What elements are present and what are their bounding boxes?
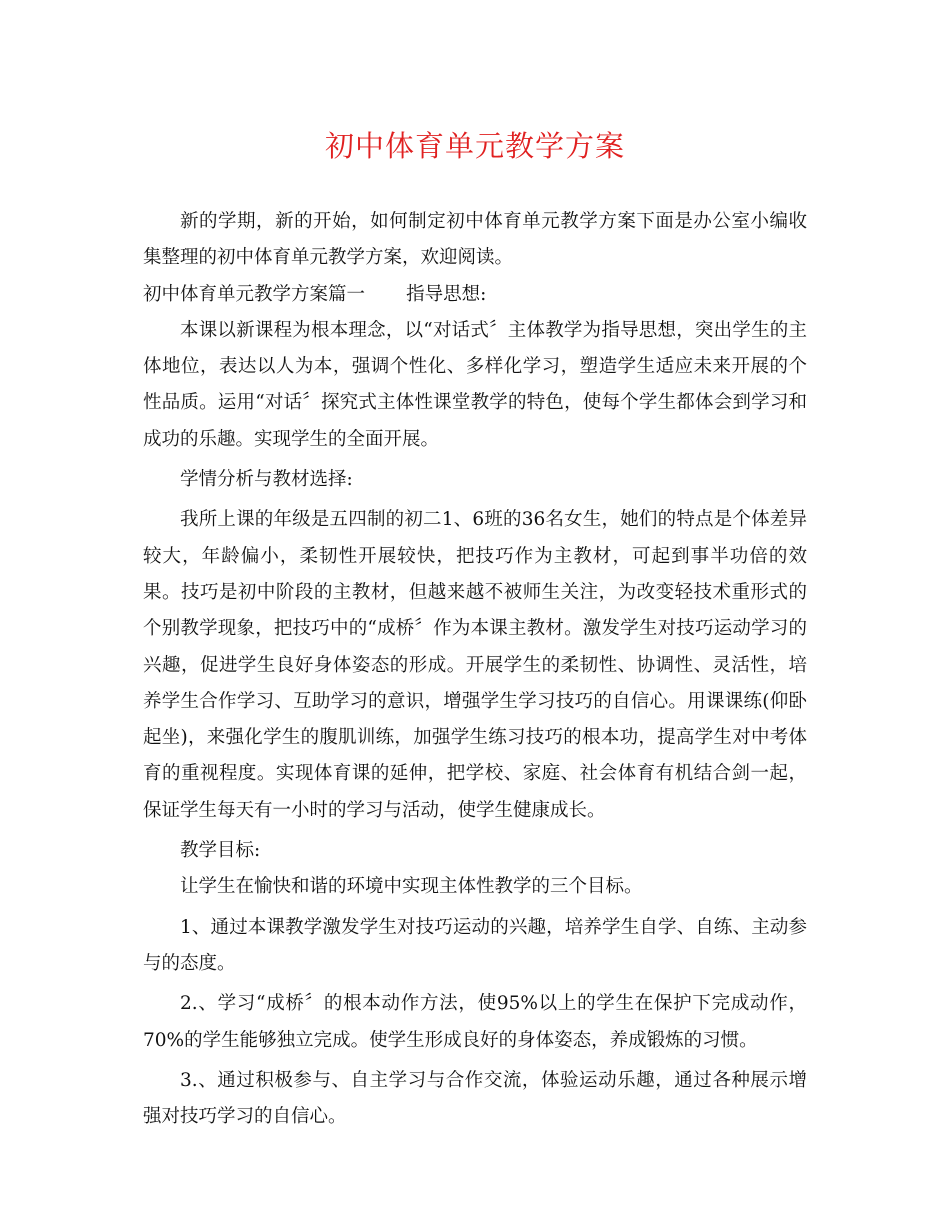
section-heading-analysis: 学情分析与教材选择: bbox=[180, 469, 353, 491]
document-title: 初中体育单元教学方案 bbox=[324, 129, 625, 163]
intro-paragraph: 新的学期，新的开始，如何制定初中体育单元教学方案下面是办公室小编收集整理的初中体育单元教学方案，欢迎阅读。 bbox=[143, 211, 807, 269]
goal-item-3: 3.、通过积极参与、自主学习与合作交流，体验运动乐趣，通过各种展示增强对技巧学习的自信心。 bbox=[143, 1069, 807, 1128]
section-heading-guiding-thought: 初中体育单元教学方案篇一 指导思想: bbox=[143, 283, 487, 305]
document-body bbox=[143, 204, 807, 1135]
section-heading-goals: 教学目标: bbox=[180, 840, 261, 862]
analysis-paragraph: 我所上课的年级是五四制的初二1、6班的36名女生，她们的特点是个体差异较大，年龄偏小，柔韧性开展较快，把技巧作为主教材，可起到事半功倍的效果。技巧是初中阶段的主教材，但越来越不被师生关注，为改变轻技术重形式的个别教学现象，把技巧中的“成桥〞作为本课主教材。激发学生对技巧运动学习的兴趣，促进学生良好身体姿态的形成。开展学生的柔韧性、协调性、灵活性，培养学生合作学习、互助学习的意识，增强学生学习技巧的自信心。用课课练(仰卧起坐)，来强化学生的腹肌训练，加强学生练习技巧的根本功，提高学生对中考体育的重视程度。实现体育课的延伸，把学校、家庭、社会体育有机结合剑一起，保证学生每天有一小时的学习与活动，使学生健康成长。 bbox=[143, 509, 807, 821]
goal-item-2: 2.、学习“成桥〞的根本动作方法，使95%以上的学生在保护下完成动作，70%的学生能够独立完成。使学生形成良好的身体姿态，养成锻炼的习惯。 bbox=[143, 993, 807, 1051]
goals-intro-paragraph: 让学生在愉快和谐的环境中实现主体性教学的三个目标。 bbox=[180, 876, 643, 898]
goal-item-1: 1、通过本课教学激发学生对技巧运动的兴趣，培养学生自学、自练、主动参与的态度。 bbox=[143, 916, 807, 974]
guiding-thought-paragraph: 本课以新课程为根本理念，以“对话式〞主体教学为指导思想，突出学生的主体地位，表达以人为本，强调个性化、多样化学习，塑造学生适应未来开展的个性品质。运用“对话〞探究式主体性课堂教学的特色，使每个学生都体会到学习和成功的乐趣。实现学生的全面开展。 bbox=[143, 319, 807, 450]
